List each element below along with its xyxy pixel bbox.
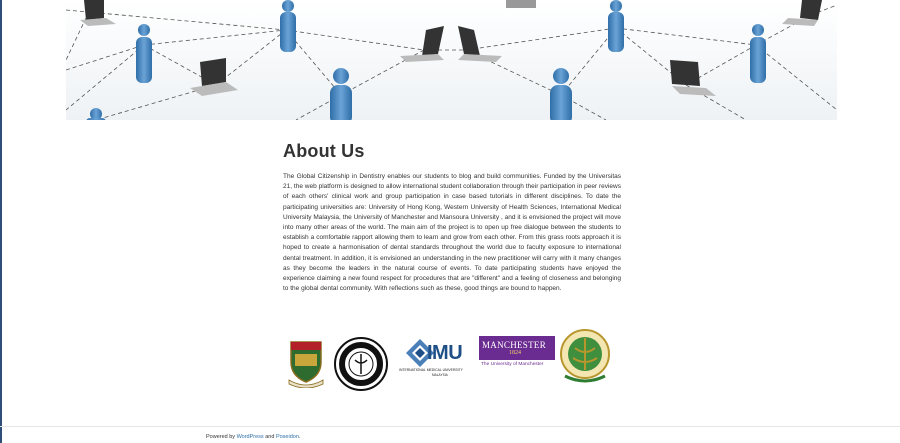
page-title: About Us <box>283 141 365 161</box>
manchester-year: 1824 <box>509 350 521 356</box>
person-figure <box>136 24 152 83</box>
mansoura-university-logo <box>559 326 611 388</box>
partner-logos <box>283 326 613 390</box>
header-banner-image <box>66 0 837 120</box>
manchester-wordmark: MANCHESTER <box>482 340 547 350</box>
site-footer <box>206 434 300 440</box>
person-figure <box>750 24 766 83</box>
laptop-icon <box>80 0 116 26</box>
hku-crest-logo <box>285 338 327 388</box>
footer-and: and <box>265 434 275 440</box>
manchester-logo <box>479 336 555 370</box>
person-figure <box>330 68 352 120</box>
about-paragraph: The Global Citizenship in Dentistry enables our students to blog and build communities. Funded by the Universitas 21, the web platform is designed to allow international student collaboration through their participation in peer reviews of each others' clinical work and group participation in case based tutorials in different disciplines. To date the participating universities are: University of Hong Kong, Western University of Health Sciences, International Medical University Malaysia, the University of Manchester and Mansoura University , and it is envisioned the project will move into many other areas of the world. The main aim of the project is to open up free dialogue between the students to establish a comfortable rapport allowing them to learn and grow from each other. From this grass roots approach it is hoped to create a harmonisation of dental standards throughout the world due to faculty exposure to international dental treatment. In addition, it is envisioned an understanding in the new practitioner will carry with it many changes as they become the leaders in the natural course of events. To date participating students have enjoyed the experience claiming a new found respect for procedures that are "different" and a feeling of closeness and belonging to the global dental community. With reflections such as these, good things are bound to happen. <box>283 173 621 293</box>
footer-suffix: . <box>298 434 301 440</box>
manchester-caption: The University of Manchester <box>481 362 544 367</box>
imu-logo <box>399 334 477 377</box>
laptop-icon <box>400 26 444 62</box>
laptop-icon <box>506 0 536 8</box>
footer-prefix: Powered by <box>206 434 236 440</box>
laptop-icon <box>458 26 502 62</box>
footer-divider <box>0 426 900 427</box>
imu-caption-country: MALAYSIA <box>432 373 448 377</box>
imu-caption: INTERNATIONAL MEDICAL UNIVERSITY <box>399 368 463 372</box>
network-lines <box>66 5 837 120</box>
imu-wordmark: IMU <box>427 342 463 364</box>
laptop-icon <box>190 58 238 96</box>
laptop-icon <box>670 60 716 96</box>
about-section <box>283 140 621 294</box>
laptops <box>80 0 822 96</box>
western-university-seal-logo <box>333 336 389 392</box>
person-figure <box>550 68 572 120</box>
network-illustration <box>66 0 837 120</box>
person-figure <box>86 108 106 120</box>
person-figure <box>608 0 624 52</box>
poseidon-link[interactable]: Poseidon <box>275 434 299 440</box>
person-figure <box>280 0 296 52</box>
laptop-icon <box>782 0 822 26</box>
page-left-border <box>0 0 2 443</box>
wordpress-link[interactable]: WordPress <box>236 434 264 440</box>
